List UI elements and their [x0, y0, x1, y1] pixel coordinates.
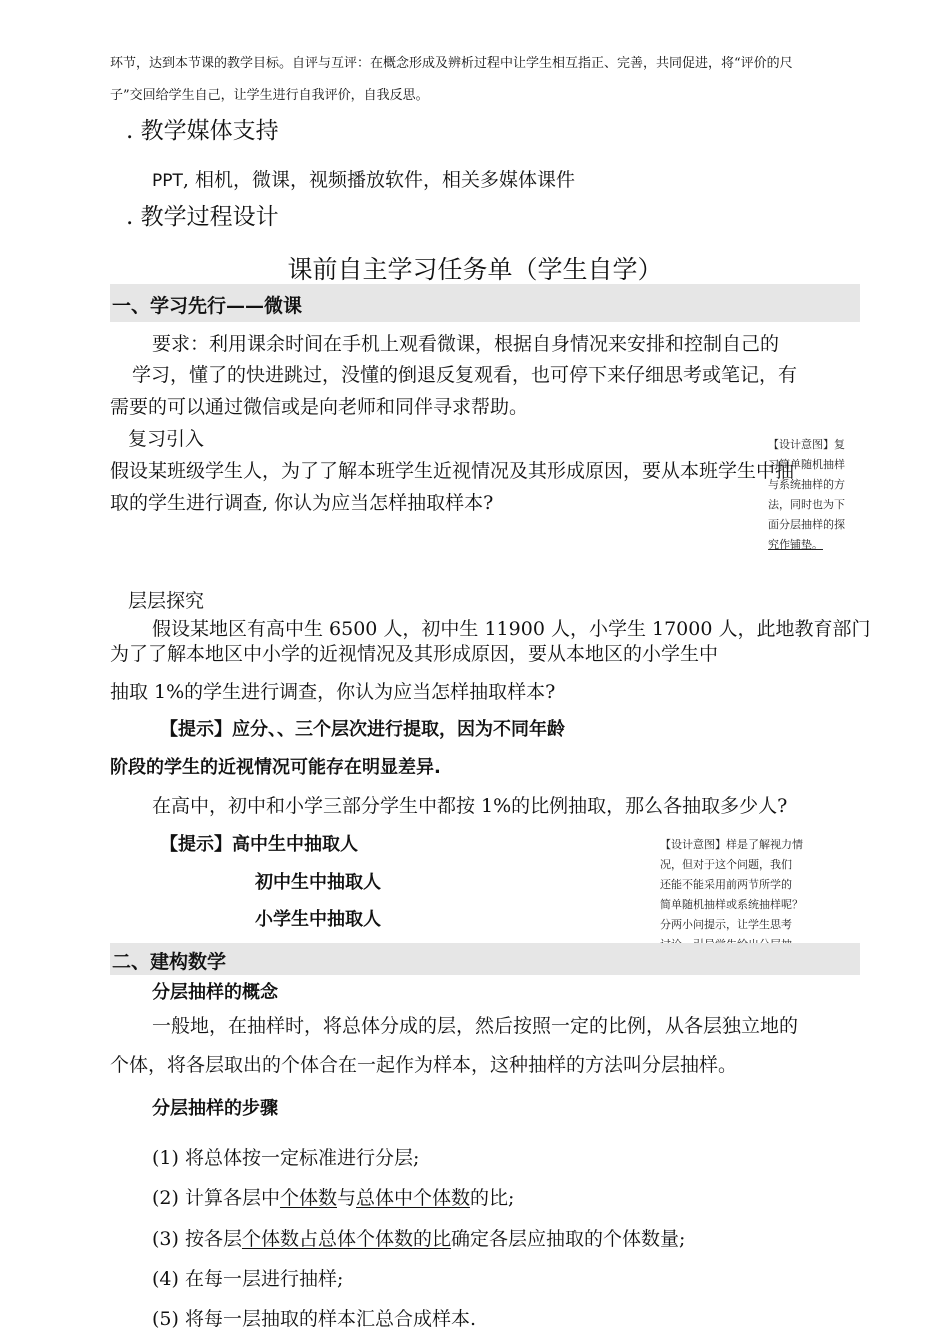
step-5: (5) 将每一层抽取的样本汇总合成样本. — [152, 1308, 476, 1330]
req-line-3: 需要的可以通过微信或是向老师和同伴寻求帮助。 — [110, 396, 529, 418]
page-title: 课前自主学习任务单（学生自学） — [287, 255, 663, 284]
step-2 — [152, 1183, 514, 1210]
note2-line: 况，但对于这个问题，我们 — [660, 858, 792, 871]
req-line-1: 要求：利用课余时间在手机上观看微课，根据自身情况来安排和控制自己的 — [152, 333, 780, 355]
hint-2-primary: 小学生中抽取人 — [255, 909, 381, 930]
steps-title: 分层抽样的步骤 — [152, 1098, 278, 1119]
hint-1a: 【提示】应分、、三个层次进行提取，因为不同年龄 — [160, 719, 565, 740]
review-line-2: 取的学生进行调查, 你认为应当怎样抽取样本? — [110, 492, 494, 514]
concept-title: 分层抽样的概念 — [152, 982, 278, 1003]
media-ppt: PPT — [152, 171, 183, 191]
intro-line-2: 子”交回给学生自己，让学生进行自我评价，自我反思。 — [110, 88, 429, 103]
step-2-underline-2: 总体中个体数 — [356, 1187, 471, 1209]
explore-line-3: 抽取 1%的学生进行调查，你认为应当怎样抽取样本? — [110, 681, 556, 703]
review-line-1: 假设某班级学生人，为了了解本班学生近视情况及其形成原因，要从本班学生中抽 — [110, 460, 795, 482]
step-3-b: 确定各层应抽取的个体数量; — [450, 1228, 686, 1250]
step-2-a: (2) 计算各层中 — [152, 1187, 280, 1209]
design-note-1 — [768, 435, 860, 555]
hint-2-prefix: 【提示】 — [160, 834, 232, 855]
hint-2-high — [160, 830, 358, 856]
question-line: 在高中，初中和小学三部分学生中都按 1%的比例抽取，那么各抽取多少人? — [152, 795, 788, 817]
concept-line-1: 一般地，在抽样时，将总体分成的层，然后按照一定的比例，从各层独立地的 — [152, 1015, 799, 1037]
note1-line: 面分层抽样的探 — [768, 518, 845, 531]
step-2-underline-1: 个体数 — [279, 1187, 337, 1209]
step-2-c: 的比; — [470, 1187, 515, 1209]
note2-line: 分两小问提示，让学生思考 — [660, 918, 792, 931]
note1-line: 【设计意图】复 — [768, 438, 845, 451]
hint-1b: 阶段的学生的近视情况可能存在明显差异. — [110, 757, 441, 778]
explore-line-2: 为了了解本地区中小学的近视情况及其形成原因，要从本地区的小学生中 — [110, 643, 719, 665]
intro-line-1: 环节，达到本节课的教学目标。自评与互评：在概念形成及辨析过程中让学生相互指正、完善，共同促进，将“评价的尺 — [110, 56, 793, 71]
note2-line: 还能不能采用前两节所学的 — [660, 878, 792, 891]
step-1: (1) 将总体按一定标准进行分层; — [152, 1147, 420, 1169]
step-3 — [152, 1224, 685, 1251]
process-heading: . 教学过程设计 — [126, 204, 279, 230]
explore-line-1: 假设某地区有高中生 6500 人，初中生 11900 人，小学生 17000 人，此地教育部门 — [152, 618, 871, 640]
note2-line: 简单随机抽样或系统抽样呢？ — [660, 898, 803, 911]
step-3-underline: 个体数占总体个体数的比 — [241, 1228, 451, 1250]
section1-heading: 一、学习先行——微课 — [112, 295, 303, 317]
review-label: 复习引入 — [128, 428, 205, 450]
explore-label: 层层探究 — [128, 590, 205, 612]
note1-line: 习简单随机抽样 — [768, 458, 845, 471]
step-2-b: 与 — [336, 1187, 356, 1209]
req-line-2: 学习，懂了的快进跳过，没懂的倒退反复观看，也可停下来仔细思考或笔记，有 — [132, 364, 798, 386]
step-3-a: (3) 按各层 — [152, 1228, 242, 1250]
note1-line: 法，同时也为下 — [768, 498, 845, 511]
note1-line: 与系统抽样的方 — [768, 478, 845, 491]
note2-line: 【设计意图】样是了解视力情 — [660, 838, 803, 851]
step-4: (4) 在每一层进行抽样; — [152, 1268, 344, 1290]
design-note-2 — [660, 835, 838, 943]
note1-line: 究作铺垫。 — [768, 538, 823, 551]
hint-2-mid: 初中生中抽取人 — [255, 872, 381, 893]
media-heading: . 教学媒体支持 — [126, 118, 279, 144]
concept-line-2: 个体，将各层取出的个体合在一起作为样本，这种抽样的方法叫分层抽样。 — [110, 1054, 738, 1076]
section2-heading: 二、建构数学 — [112, 951, 227, 973]
media-items — [152, 165, 575, 192]
hint-2-high-text: 高中生中抽取人 — [232, 834, 358, 855]
media-list: , 相机，微课，视频播放软件，相关多媒体课件 — [182, 169, 575, 191]
